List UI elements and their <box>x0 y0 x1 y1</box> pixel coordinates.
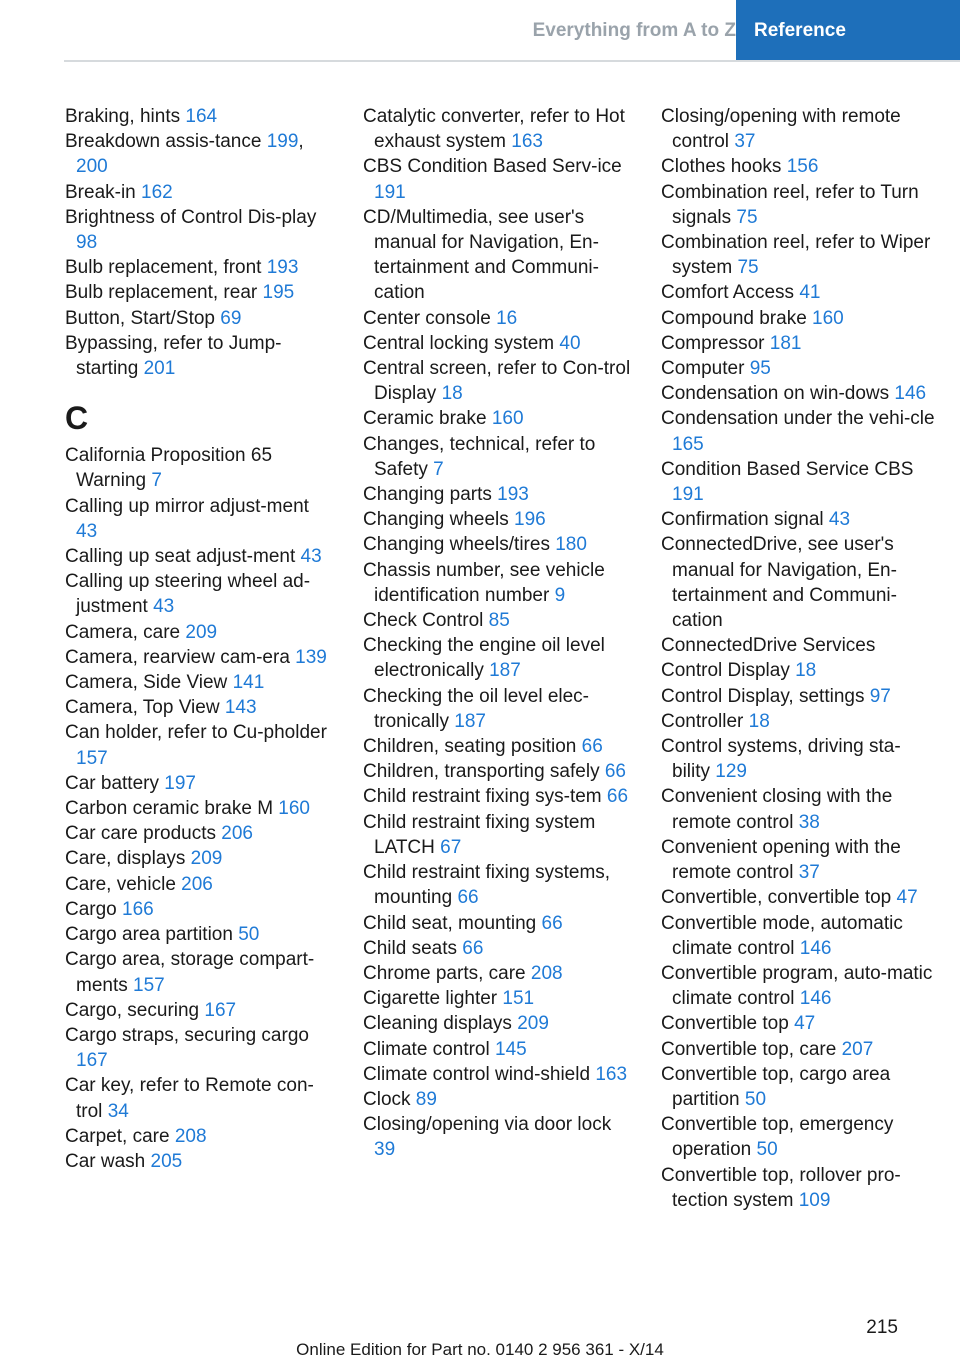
page-ref-link[interactable]: 146 <box>799 937 832 959</box>
page-ref-link[interactable]: 167 <box>76 1050 108 1072</box>
index-term: Computer <box>661 358 750 380</box>
index-term: Clock <box>363 1088 416 1110</box>
page-header <box>0 0 960 62</box>
page-ref-link[interactable]: 164 <box>185 106 218 127</box>
page-ref-link[interactable]: 129 <box>715 761 747 783</box>
edition-note: Online Edition for Part no. 0140 2 956 361 - X/14 <box>296 1340 664 1359</box>
index-entry <box>363 1037 633 1062</box>
index-entry <box>661 784 936 834</box>
index-entry <box>65 569 335 619</box>
index-term: Bulb replacement, rear <box>65 282 263 304</box>
index-entry <box>661 835 936 885</box>
index-entry <box>661 1037 936 1062</box>
index-entry <box>65 544 335 569</box>
index-entry <box>363 532 633 557</box>
index-entry <box>65 720 335 770</box>
index-term: Child seat, mounting <box>363 912 542 934</box>
page-ref-link[interactable]: 200 <box>76 156 108 178</box>
index-term: Children, transporting safely <box>363 761 605 783</box>
page-footer <box>0 1312 960 1362</box>
page-ref-link[interactable]: 209 <box>185 621 218 643</box>
index-entry <box>661 734 936 784</box>
page-ref-link[interactable]: 47 <box>794 1013 816 1035</box>
index-entry <box>661 154 936 179</box>
page-ref-link[interactable]: 146 <box>799 988 832 1010</box>
index-term: Chassis number, see vehicle identification number <box>363 559 605 606</box>
index-term: Compound brake <box>661 307 813 329</box>
index-entry <box>363 406 633 431</box>
index-term: Center console <box>363 307 497 329</box>
page-ref-link[interactable]: 160 <box>278 798 310 820</box>
index-term: Convertible top, emergency operation <box>661 1114 894 1161</box>
index-entry <box>363 205 633 306</box>
index-entry <box>65 897 335 922</box>
index-term: Combination reel, refer to Wiper system <box>661 232 931 279</box>
index-term: Controller <box>661 710 749 732</box>
index-entry <box>661 180 936 230</box>
section-title: Everything from A to Z <box>532 20 736 41</box>
index-entry <box>363 684 633 734</box>
index-term: Changing wheels <box>363 509 515 531</box>
page-ref-link[interactable]: 50 <box>744 1088 767 1110</box>
page-ref-link[interactable]: 207 <box>841 1038 874 1060</box>
index-term: Calling up seat adjust-ment <box>65 546 301 568</box>
index-entry <box>363 1062 633 1087</box>
index-term: Car care products <box>65 823 222 845</box>
page-ref-link[interactable]: 141 <box>232 672 265 694</box>
index-column-1 <box>65 104 335 1174</box>
index-entry <box>65 280 335 305</box>
index-term: Camera, care <box>65 621 186 643</box>
index-entry <box>363 734 633 759</box>
index-term: Climate control <box>363 1038 495 1060</box>
index-entry <box>661 104 936 154</box>
page-ref-link[interactable]: 75 <box>736 206 758 228</box>
index-entry <box>65 821 335 846</box>
page-ref-link[interactable]: 151 <box>502 988 535 1010</box>
index-term: ConnectedDrive Services <box>661 635 876 657</box>
index-entry <box>65 104 335 129</box>
index-entry <box>363 633 633 683</box>
index-entry <box>363 356 633 406</box>
index-term: Closing/opening via door lock <box>363 1114 612 1136</box>
index-entry <box>661 306 936 331</box>
index-entry <box>65 1023 335 1073</box>
index-term: Can holder, refer to Cu-pholder <box>65 722 327 744</box>
index-term: Convenient closing with the remote control <box>661 786 893 833</box>
index-entry <box>363 911 633 936</box>
page-ref-link[interactable]: 47 <box>896 887 918 909</box>
index-term: Care, displays <box>65 848 191 870</box>
index-term: Convertible top, care <box>661 1038 842 1060</box>
page-ref-link[interactable]: 66 <box>541 912 563 934</box>
index-entry <box>661 684 936 709</box>
index-entry <box>661 911 936 961</box>
index-entry <box>65 331 335 381</box>
index-entry <box>661 633 936 658</box>
page-ref-link[interactable]: 18 <box>795 660 817 682</box>
page-ref-link[interactable]: 89 <box>415 1088 437 1110</box>
page-ref-link[interactable]: 37 <box>734 131 756 153</box>
page-ref-link[interactable]: 162 <box>141 181 173 203</box>
index-entry <box>363 432 633 482</box>
index-entry <box>65 796 335 821</box>
index-entry <box>363 936 633 961</box>
page-ref-link[interactable]: 43 <box>828 509 851 531</box>
index-term: Carpet, care <box>65 1125 175 1147</box>
index-entry <box>661 507 936 532</box>
page-ref-link[interactable]: 66 <box>604 761 626 783</box>
index-term: Cargo <box>65 898 123 920</box>
index-entry <box>65 947 335 997</box>
index-entry <box>363 1112 633 1162</box>
index-term: Control Display, settings <box>661 685 870 707</box>
index-entry <box>661 1062 936 1112</box>
page-ref-link[interactable]: 160 <box>491 408 524 430</box>
index-entry <box>65 872 335 897</box>
page-ref-link[interactable]: 156 <box>786 156 819 178</box>
page-ref-link[interactable]: 195 <box>262 282 295 304</box>
index-term: Convenient opening with the remote control <box>661 836 901 884</box>
page-ref-link[interactable]: 34 <box>107 1100 129 1122</box>
index-term: Calling up steering wheel ad-justment <box>65 571 311 618</box>
index-term: Bulb replacement, front <box>65 257 267 279</box>
index-entry <box>65 998 335 1023</box>
page-ref-link[interactable]: 39 <box>374 1139 396 1161</box>
index-term: Cargo area partition <box>65 924 239 946</box>
page-ref-link[interactable]: 206 <box>181 873 213 895</box>
page-ref-link[interactable]: 109 <box>798 1189 831 1211</box>
index-entry <box>65 443 335 493</box>
index-column-2 <box>363 104 633 1163</box>
index-entry <box>363 860 633 910</box>
page-ref-link[interactable]: 16 <box>496 307 518 329</box>
index-entry <box>363 104 633 154</box>
index-term: Child restraint fixing system LATCH <box>363 811 596 858</box>
page-ref-link[interactable]: 143 <box>224 697 257 719</box>
index-entry <box>363 482 633 507</box>
index-entry <box>65 129 335 179</box>
index-entry <box>363 1011 633 1036</box>
index-entry <box>363 986 633 1011</box>
page-ref-link[interactable]: 41 <box>799 282 821 304</box>
page-ref-link[interactable]: 187 <box>489 660 521 682</box>
index-entry <box>65 670 335 695</box>
reference-tab[interactable]: Reference <box>736 0 960 62</box>
page-ref-link[interactable]: 157 <box>76 747 108 769</box>
index-entry <box>65 1149 335 1174</box>
page-ref-link[interactable]: 85 <box>488 610 510 632</box>
page-ref-link[interactable]: 191 <box>672 484 704 506</box>
index-term: Cargo straps, securing cargo <box>65 1024 309 1046</box>
index-entry <box>661 658 936 683</box>
index-term: Calling up mirror adjust-ment <box>65 495 309 517</box>
page-number: 215 <box>866 1317 898 1338</box>
page-ref-link[interactable]: 193 <box>497 484 529 506</box>
index-entry <box>363 558 633 608</box>
section-letter: C <box>65 400 89 437</box>
page-ref-link[interactable]: 160 <box>812 307 844 329</box>
index-term: Condition Based Service CBS <box>661 458 914 480</box>
index-term: Cigarette lighter <box>363 988 503 1010</box>
index-term: Confirmation signal <box>661 509 829 531</box>
index-entry <box>363 784 633 809</box>
page-ref-link[interactable]: 66 <box>457 887 479 909</box>
index-entry <box>65 846 335 871</box>
index-term: Convertible top, cargo area partition <box>661 1063 891 1110</box>
page-ref-link[interactable]: 40 <box>559 332 581 354</box>
index-term: Cleaning displays <box>363 1013 518 1035</box>
index-entry <box>65 1073 335 1123</box>
index-term: Bypassing, refer to Jump-starting <box>65 332 282 380</box>
page-ref-link[interactable]: 166 <box>122 898 154 920</box>
page-ref-link[interactable]: 205 <box>150 1150 183 1172</box>
index-entry <box>661 532 936 633</box>
page-ref-link[interactable]: 66 <box>581 736 603 758</box>
index-term: CD/Multimedia, see user's manual for Navigation, En-tertainment and Communi-cation <box>363 206 599 304</box>
page-ref-link[interactable]: 167 <box>204 999 237 1021</box>
index-term: Changing wheels/tires <box>363 534 556 556</box>
index-term: Car key, refer to Remote con-trol <box>65 1075 314 1122</box>
index-entry <box>65 306 335 331</box>
index-entry <box>661 230 936 280</box>
index-term: Clothes hooks <box>661 156 787 178</box>
page-ref-link[interactable]: 38 <box>798 811 820 833</box>
index-term: Changing parts <box>363 484 498 506</box>
page-ref-link[interactable]: 69 <box>220 307 242 329</box>
page-ref-link[interactable]: 7 <box>151 470 162 492</box>
index-term: Condensation on win-dows <box>661 383 895 405</box>
index-term: Convertible mode, automatic climate control <box>661 912 903 959</box>
index-term: Changes, technical, refer to Safety <box>363 433 596 480</box>
index-term: Control systems, driving sta-bility <box>661 736 901 783</box>
index-term: Convertible program, auto-matic climate control <box>661 962 933 1010</box>
index-entry <box>661 885 936 910</box>
index-entry <box>65 1124 335 1149</box>
index-entry <box>65 180 335 205</box>
index-term: Combination reel, refer to Turn signals <box>661 181 919 228</box>
page-ref-link[interactable]: 75 <box>737 257 759 279</box>
page-ref-link[interactable]: 66 <box>462 937 484 959</box>
page-ref-link[interactable]: 163 <box>511 131 543 153</box>
index-term: Braking, hints <box>65 106 186 127</box>
index-entry <box>661 356 936 381</box>
page-ref-link[interactable]: 199 <box>266 131 299 153</box>
page-ref-link[interactable]: 165 <box>672 433 704 455</box>
index-entry <box>661 1112 936 1162</box>
index-term: Comfort Access <box>661 282 800 304</box>
index-entry <box>363 507 633 532</box>
page-ref-link[interactable]: 50 <box>756 1139 778 1161</box>
index-entry <box>661 406 936 456</box>
index-term: Catalytic converter, refer to Hot exhaust system <box>363 106 625 153</box>
index-entry <box>661 1011 936 1036</box>
index-term: Breakdown assis-tance <box>65 131 267 153</box>
index-term: Camera, Top View <box>65 697 225 719</box>
index-term: Child seats <box>363 937 463 959</box>
index-entry <box>65 922 335 947</box>
index-term: Care, vehicle <box>65 873 182 895</box>
page-ref-link[interactable]: 196 <box>514 509 546 531</box>
index-term: California Proposition 65 Warning <box>65 445 273 492</box>
index-entry <box>363 154 633 204</box>
index-term: ConnectedDrive, see user's manual for Navigation, En-tertainment and Communi-cation <box>661 534 897 632</box>
page-ref-link[interactable]: 66 <box>606 786 629 808</box>
index-term: Car battery <box>65 772 165 794</box>
index-entry <box>65 620 335 645</box>
index-term: Control Display <box>661 660 796 682</box>
page-ref-link[interactable]: 181 <box>769 332 802 354</box>
index-entry <box>363 810 633 860</box>
index-entry <box>65 255 335 280</box>
index-term: Convertible, convertible top <box>661 887 897 909</box>
page-ref-link[interactable]: 191 <box>374 181 406 203</box>
page-ref-link[interactable]: 157 <box>133 974 165 996</box>
index-term: Carbon ceramic brake M <box>65 798 279 820</box>
index-entry <box>65 205 335 255</box>
page-ref-link[interactable]: 209 <box>517 1013 549 1035</box>
index-term: Convertible top, rollover pro-tection system <box>661 1164 901 1211</box>
index-term: CBS Condition Based Serv-ice <box>363 156 622 178</box>
header-divider <box>64 60 960 62</box>
index-entry <box>661 381 936 406</box>
index-term: Ceramic brake <box>363 408 492 430</box>
page-ref-link[interactable]: 97 <box>869 685 891 707</box>
page-ref-link[interactable]: 43 <box>153 596 175 618</box>
index-term: Child restraint fixing systems, mounting <box>363 862 611 909</box>
index-entry <box>661 457 936 507</box>
index-column-3 <box>661 104 936 1213</box>
page-ref-link[interactable]: 201 <box>143 358 176 380</box>
index-term: Checking the oil level elec-tronically <box>363 685 590 732</box>
index-term: Brightness of Control Dis-play <box>65 206 317 228</box>
index-term: Cargo, securing <box>65 999 205 1021</box>
page-ref-link[interactable]: 37 <box>798 862 820 884</box>
page-ref-link[interactable]: 43 <box>76 520 98 542</box>
index-term: Central screen, refer to Con-trol Display <box>363 358 631 405</box>
index-entry <box>661 1163 936 1213</box>
index-term: Chrome parts, care <box>363 962 531 984</box>
index-term: Camera, rearview cam-era <box>65 646 296 668</box>
index-term: Convertible top <box>661 1013 795 1035</box>
index-entry <box>661 709 936 734</box>
index-term: Condensation under the vehi-cle <box>661 408 935 430</box>
index-term: Compressor <box>661 332 770 354</box>
page-ref-link[interactable]: 197 <box>164 772 196 794</box>
page-ref-link[interactable]: 43 <box>300 546 322 568</box>
index-term: Camera, Side View <box>65 672 233 694</box>
page-ref-link[interactable]: 209 <box>190 848 223 870</box>
ref-separator: , <box>298 131 304 153</box>
page-ref-link[interactable]: 139 <box>295 646 327 668</box>
index-term: Check Control <box>363 610 489 632</box>
index-term: Cargo area, storage compart-ments <box>65 949 315 996</box>
index-entry <box>363 961 633 986</box>
index-entry <box>65 695 335 720</box>
index-entry <box>661 331 936 356</box>
page-ref-link[interactable]: 208 <box>530 962 563 984</box>
page-ref-link[interactable]: 9 <box>554 584 566 606</box>
page-ref-link[interactable]: 208 <box>174 1125 207 1147</box>
index-term: Climate control wind-shield <box>363 1063 596 1085</box>
page-ref-link[interactable]: 193 <box>266 257 299 279</box>
index-entry <box>363 331 633 356</box>
page-ref-link[interactable]: 67 <box>440 836 462 858</box>
page-ref-link[interactable]: 50 <box>238 924 260 946</box>
page-ref-link[interactable]: 163 <box>595 1063 628 1085</box>
index-term: Break-in <box>65 181 142 203</box>
index-term: Closing/opening with remote control <box>661 106 901 153</box>
page-ref-link[interactable]: 7 <box>433 458 444 480</box>
index-entry <box>661 280 936 305</box>
page-ref-link[interactable]: 95 <box>749 358 771 380</box>
index-entry <box>65 645 335 670</box>
index-term: Central locking system <box>363 332 560 354</box>
index-entry <box>363 1087 633 1112</box>
page-ref-link[interactable]: 206 <box>221 823 253 845</box>
page-ref-link[interactable]: 187 <box>454 710 486 732</box>
index-entry <box>661 961 936 1011</box>
page-ref-link[interactable]: 146 <box>894 383 927 405</box>
index-term: Children, seating position <box>363 736 582 758</box>
index-entry <box>65 494 335 544</box>
page-ref-link[interactable]: 180 <box>555 534 587 556</box>
index-entry <box>363 608 633 633</box>
index-term: Child restraint fixing sys-tem <box>363 786 607 808</box>
index-term: Checking the engine oil level electronically <box>363 635 605 682</box>
page-ref-link[interactable]: 18 <box>441 383 463 405</box>
page-ref-link[interactable]: 18 <box>748 710 770 732</box>
index-term: Car wash <box>65 1150 151 1172</box>
index-entry <box>65 771 335 796</box>
page-ref-link[interactable]: 98 <box>76 232 98 254</box>
page-ref-link[interactable]: 145 <box>495 1038 527 1060</box>
index-term: Button, Start/Stop <box>65 307 221 329</box>
index-entry <box>363 759 633 784</box>
index-entry <box>363 306 633 331</box>
